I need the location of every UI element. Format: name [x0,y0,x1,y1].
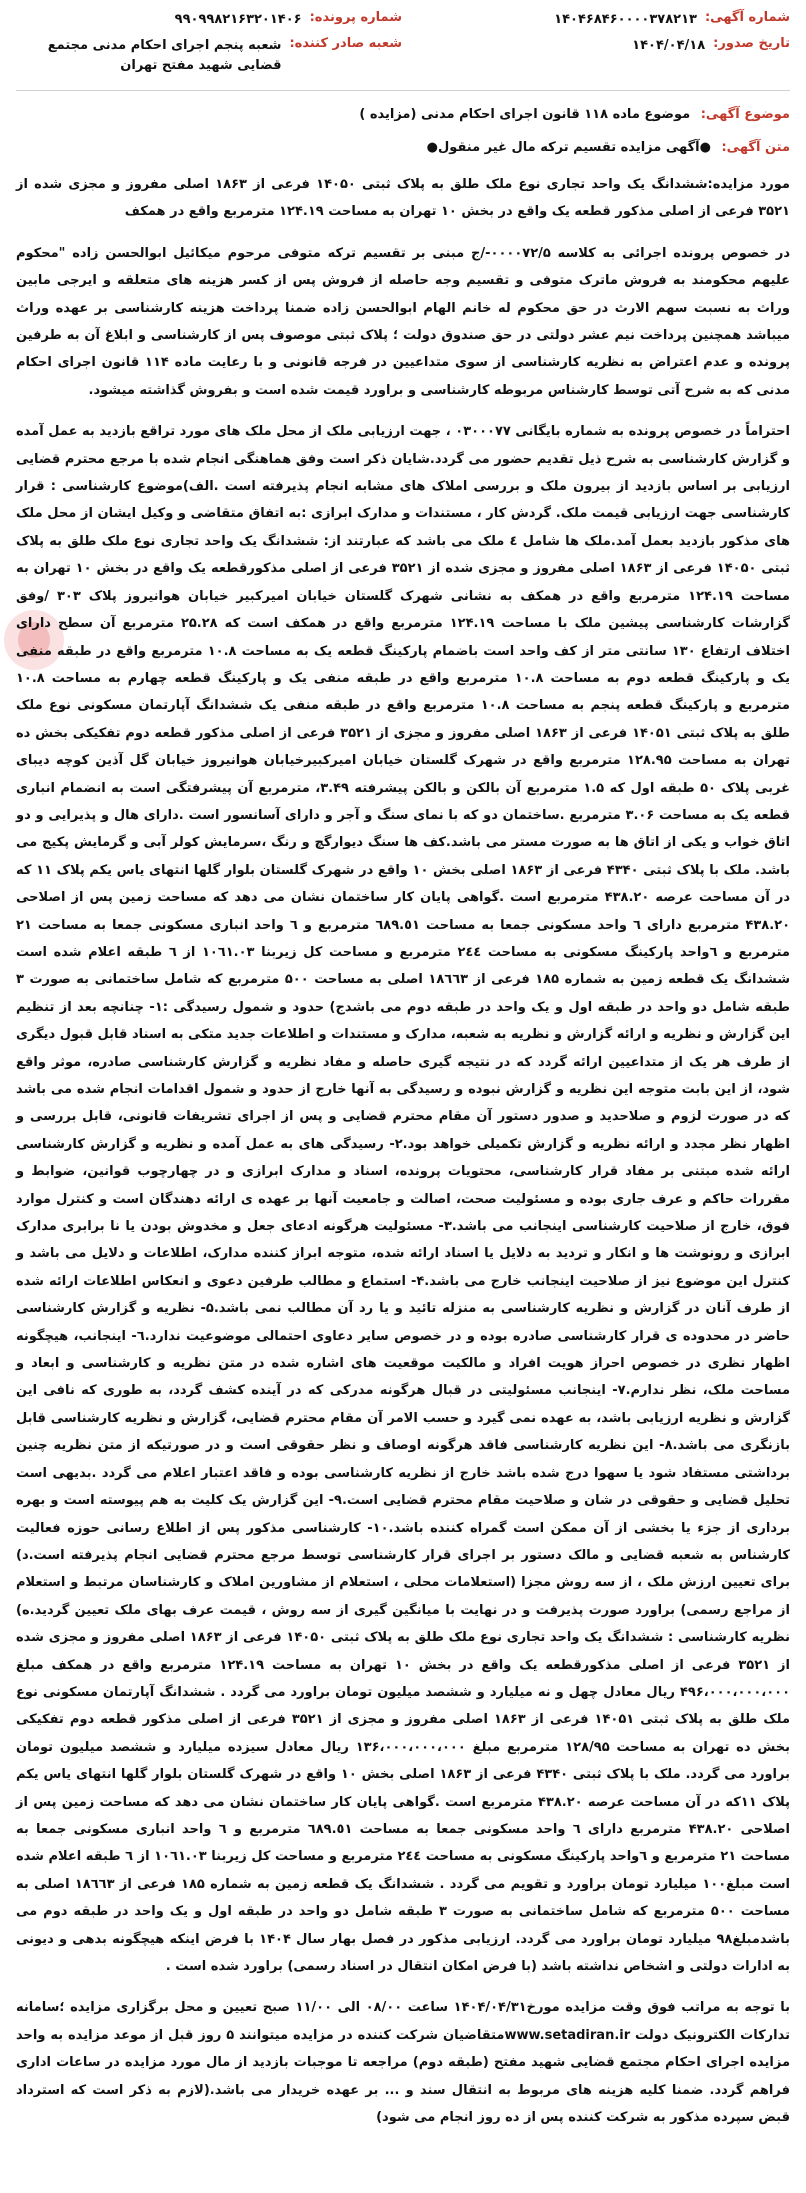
header-divider [16,90,790,91]
issue-date-label: تاریخ صدور: [713,36,790,52]
branch-label: شعبه صادر کننده: [289,36,402,52]
subject-value: موضوع ماده ۱۱۸ قانون اجرای احکام مدنی (مزایده ) [359,107,691,123]
body-title-value: ●آگهی مزایده تقسیم ترکه مال غیر منقول● [426,140,711,156]
body-title-label: متن آگهی: [721,140,790,156]
ad-number-value: ۱۴۰۴۶۸۴۶۰۰۰۰۳۷۸۲۱۳ [554,12,697,27]
auction-schedule-paragraph: با توجه به مراتب فوق وقت مزایده مورخ۱۴۰۴/۰۴/۳۱ ساعت ۰۸/۰۰ الی ۱۱/۰۰ صبح تعیین و محل برگزاری مزایده ؛سامانه تدارکات الکترونیک دولت www.setadiran.irمتقاضیان شرکت کننده در مزایده میتوانند ۵ روز قبل از موعد مزایده به واحد مزایده اجرای احکام مجتمع قضایی شهید مفتح (طبقه دوم) مراجعه تا موجبات بازدید از مال مورد مزایده در ساعات اداری فراهم گردد. ضمنا کلیه هزینه های مربوط به انتقال سند و ... بر عهده خریدار می باشد.(لازم به ذکر است که استرداد قبض سپرده مذکور به شرکت کننده پس از ده روز انجام می شود) [16,2000,791,2126]
auction-item-paragraph: مورد مزایده:ششدانگ یک واحد تجاری نوع ملک طلق به پلاک ثبتی ۱۴۰۵۰ فرعی از ۱۸۶۳ اصلی مفروز و مجزی شده از ۳۵۲۱ فرعی از اصلی مذکور قطعه یک واقع در بخش ۱۰ تهران به مساحت ۱۲۴.۱۹ مترمربع واقع در همکف [16,177,790,220]
subject-line [16,105,790,126]
body-title-line [16,138,790,159]
ad-number-label: شماره آگهی: [704,10,790,25]
branch-value: شعبه پنجم اجرای احکام مدنی مجتمع قضایی شهید مفتح تهران [47,38,282,74]
notice-document [16,10,790,2145]
issue-date-field [402,36,790,76]
ad-number-field [402,10,790,30]
case-number-field [16,10,402,30]
expert-report-paragraph: احتراماً در خصوص پرونده به شماره بایگانی ۰۳۰۰۰۷۷ ، جهت ارزیابی ملک از محل ملک های مورد تراقع بازدید به عمل آمده و گزارش کارشناسی به شرح ذیل تقدیم حضور می گردد.شایان ذکر است وفق هماهنگی انجام شده با مرجع محترم قضایی ارزیابی بر اساس بازدید از بیرون ملک و بررسی املاک های مشابه انجام پذیرفته است .الف)موضوع کارشناسی : قرار کارشناسی جهت ارزیابی قیمت ملک. گردش کار ، مستندات و مدارک ابرازی :به اتفاق متقاضی و وکیل ایشان از محل ملک های مذکور بازدید بعمل آمد.ملک ها شامل ٤ ملک می باشد که عبارتند از: ششدانگ یک واحد تجاری نوع ملک طلق به پلاک ثبتی ۱۴۰۵۰ فرعی از ۱۸۶۳ اصلی مفروز و مجزی شده از ۳۵۲۱ فرعی از اصلی مذکورقطعه یک واقع در بخش ۱۰ تهران به مساحت ۱۲۴.۱۹ مترمربع واقع در همکف به نشانی شهرک گلستان خیابان امیرکبیر خیابان هوانیروز پلاک ۳۰۳ /وفق گزارشات کارشناسی پیشین ملک با مساحت ۱۲۴.۱۹ مترمربع واقع در همکف است که ۲۵.۲۸ مترمربع آن سطح دارای اختلاف ارتفاع ۱۳۰ سانتی متر از کف واحد است باضمام پارکینگ قطعه یک به مساحت ۱۰.۸ مترمربع واقع در طبقه منفی یک و پارکینگ قطعه دوم به مساحت ۱۰.۸ مترمربع واقع در طبقه منفی یک و پارکینگ قطعه چهارم به مساحت ۱۰.۸ مترمربع و پارکینگ قطعه پنجم به مساحت ۱۰.۸ مترمربع واقع در طبقه منفی یک ششدانگ آپارتمان مسکونی نوع ملک طلق به پلاک ثبتی ۱۴۰۵۱ فرعی از ۱۸۶۳ اصلی مفروز و مجزی از ۳۵۲۱ فرعی از اصلی مذکور قطعه دوم تفکیکی بخش ده تهران به مساحت ۱۲۸.۹۵ مترمربع واقع در شهرک گلستان خیابان امیرکبیرخیابان هوانیروز خیابان گل آذین کوچه دیبای غربی پلاک ۵۰ طبقه اول که ۱.۵ مترمربع آن بالکن و بالکن پیشرفته ۳.۴۹، مترمربع آن پیشرفتگی است به انضمام انباری قطعه یک به مساحت ۳.۰۶ مترمربع .ساختمان دو که با نمای سنگ و آجر و دارای آسانسور است .دارای هال و پذیرایی و دو اتاق خواب و یکی از اتاق ها به صورت مستر می باشد.کف ها سنگ دیوارگچ و رنگ ،سرمایش کولر آبی و گرمایش پکیج می باشد. ملک با پلاک ثبتی ۴۳۴۰ فرعی از ۱۸۶۳ اصلی بخش ۱۰ واقع در شهرک گلستان بلوار گلها انتهای یاس یکم پلاک ١١ که در آن مساحت عرصه ۴۳۸.۲۰ مترمربع است .گواهی پایان کار ساختمان نشان می دهد که مساحت زمین پس از اصلاحی ۴۳۸.۲۰ مترمربع دارای ٦ واحد مسکونی جمعا به مساحت ٦٨٩.٥١ مترمربع و ٦ واحد انباری مسکونی جمعا به مساحت ٢١ مترمربع و ٦واحد پارکینگ مسکونی به مساحت ٢٤٤ مترمربع و مساحت کل زیربنا ۱۰٦۱.۰۳ از ٦ طبقه اعلام شده است ششدانگ یک قطعه زمین به شماره ۱۸۵ فرعی از ۱۸٦٦۳ اصلی به مساحت ۵۰۰ مترمربع که شامل ساختمانی به صورت ۳ طبقه شامل دو واحد در طبقه اول و یک واحد در طبقه دوم می باشدج) حدود و شمول رسیدگی :۱- چنانچه بعد از تنظیم این گزارش و نظریه و ارائه گزارش و نظریه به شعبه، مدارک و مستندات و اطلاعات جدید متکی به اسناد قابل قبول دیگری از طرف هر یک از متداعیین ارائه گردد که در نتیجه گیری حاصله و مفاد نظریه و گزارش کارشناسی صادره، موثر واقع شود، از این بابت متوجه این نظریه و گزارش نبوده و رسیدگی به آنها خارج از حدود و شمول اقدامات انجام شده می باشد که در صورت لزوم و صلاحدید و صدور دستور آن مقام محترم قضایی و پس از اجرای تشریفات قانونی، قابل بررسی و اظهار نظر مجدد و ارائه نظریه و گزارش تکمیلی خواهد بود.۲- رسیدگی های به عمل آمده و نظریه و گزارش کارشناسی ارائه شده مبتنی بر مفاد قرار کارشناسی، محتویات پرونده، اسناد و مدارک ابرازی و در چهارچوب قوانین، ضوابط و مقررات حاکم و عرف جاری بوده و مسئولیت صحت، اصالت و جامعیت آنها بر عهده ی ارائه دهندگان است و کنترل موارد فوق، خارج از صلاحیت کارشناسی اینجانب می باشد.۳- مسئولیت هرگونه ادعای جعل و مخدوش بودن یا نا برابری مدارک ابرازی و رونوشت ها و انکار و تردید به دلایل یا اسناد ارائه شده، متوجه ابراز کننده مدارک، اطلاعات و دلایل می باشد و کنترل این موضوع نیز از صلاحیت اینجانب خارج می باشد.۴- استماع و مطالب طرفین دعوی و انعکاس اطلاعات ارائه شده از طرف آنان در گزارش و نظریه کارشناسی به منزله تائید و یا رد آن مطالب نمی باشد.۵- نظریه و گزارش کارشناسی حاضر در محدوده ی قرار کارشناسی صادره بوده و در خصوص سایر دعاوی احتمالی موضوعیت ندارد.٦- اینجانب، هیچگونه اظهار نظری در خصوص احراز هویت افراد و مالکیت موقعیت های اشاره شده در متن نظریه و کارشناسی و ابعاد و مساحت ملک، نظر ندارم.۷- اینجانب مسئولیتی در قبال هرگونه مدرکی که در آینده کشف گردد، به طوری که نافی این گزارش و نظریه ارزیابی باشد، به عهده نمی گیرد و حسب الامر آن مقام محترم قضایی، گزارش و نظریه کارشناسی قابل بازنگری می باشد.۸- این نظریه کارشناسی فاقد هرگونه اوصاف و نظر حقوقی است و در صورتیکه از متن نظریه چنین برداشتی مستفاد شود یا سهوا درج شده باشد خارج از نظریه کارشناسی بوده و فاقد اعتبار اعلام می گردد .بدیهی است تحلیل قضایی و حقوقی در شان و صلاحیت مقام محترم قضایی است.۹- این گزارش یک کلیت به هم پیوسته است و بهره برداری از جزء یا بخشی از آن ممکن است گمراه کننده باشد.۱۰- کارشناسی مذکور پس از اطلاع رسانی حوزه فعالیت کارشناس به شعبه قضایی و مالک دستور بر اجرای قرار کارشناسی توسط مرجع محترم قضایی انجام پذیرفته است.د) برای تعیین ارزش ملک ، از سه روش مجزا (استعلامات محلی ، استعلام از مشاورین املاک و کارشناسان مرتبط و استعلام از مراجع رسمی) براورد صورت پذیرفت و در نهایت با میانگین گیری از سه روش ، قیمت عرف بهای ملک تعیین گردید.ه) نظریه کارشناسی : ششدانگ یک واحد تجاری نوع ملک طلق به پلاک ثبتی ۱۴۰۵۰ فرعی از ۱۸۶۳ اصلی مفروز و مجزی شده از ۳۵۲۱ فرعی از اصلی مذکورقطعه یک واقع در بخش ۱۰ تهران به مساحت ۱۲۴.۱۹ مترمربع واقع در همکف مبلغ ۴۹۶،۰۰۰،۰۰۰،۰۰۰ ریال معادل چهل و نه میلیارد و ششصد میلیون تومان براورد می گردد . ششدانگ آپارتمان مسکونی نوع ملک طلق به پلاک ثبتی ۱۴۰۵۱ فرعی از ۱۸۶۳ اصلی مفروز و مجزی از ۳۵۲۱ فرعی از اصلی مذکور قطعه دوم تفکیکی بخش ده تهران به مساحت ۱۲۸/۹۵ مترمربع مبلغ ۱۳۶،۰۰۰،۰۰۰،۰۰۰ ریال معادل سیزده میلیارد و ششصد میلیون تومان براورد می گردد. ملک با پلاک ثبتی ۴۳۴۰ فرعی از ۱۸۶۳ اصلی بخش ۱۰ واقع در شهرک گلستان بلوار گلها انتهای یاس یکم پلاک ١١که در آن مساحت عرصه ۴۳۸.۲۰ مترمربع است .گواهی پایان کار ساختمان نشان می دهد که مساحت زمین پس از اصلاحی ۴۳۸.۲۰ مترمربع دارای ٦ واحد مسکونی جمعا به مساحت ٦٨٩.٥١ مترمربع و ٦ واحد انباری مسکونی جمعا به مساحت ٢١ مترمربع و ٦واحد پارکینگ مسکونی به مساحت ٢٤٤ مترمربع و مساحت کل زیربنا ۱۰٦۱.۰۳ از ٦ طبقه اعلام شده است مبلغ۱۰۰ میلیارد تومان براورد و تقویم می گردد . ششدانگ یک قطعه زمین به شماره ۱۸۵ فرعی از ۱۸٦٦۳ اصلی به مساحت ۵۰۰ مترمربع که شامل ساختمانی به صورت ۳ طبقه شامل دو واحد در طبقه اول و یک واحد در طبقه دوم می باشدمبلغ۹۸ میلیارد تومان براورد می گردد. ارزیابی مذکور در فصل بهار سال ۱۴۰۴ با فرض اینکه هیچگونه بدهی و دیونی به ادارات دولتی و اشخاص نداشته باشد (با فرض امکان انتقال در اسناد رسمی) براورد شده است . [16,424,791,1975]
subject-label: موضوع آگهی: [700,107,790,123]
case-background-paragraph: در خصوص پرونده اجرائی به کلاسه ۰۰۰۰۷۲/۵-/ج مبنی بر تقسیم ترکه متوفی مرحوم میکائیل ابوالحسن زاده "محکوم علیهم محکومند به فروش ماترک متوفی و تقسیم وجه حاصله از فروش پس از کسر هزینه های متعلقه و ایرجی مابین وراث به نسبت سهم الارث در حق محکوم له خانم الهام ابوالحسن زاده ضمنا پرداخت هزینه کارشناسی بر عهده وراث میباشد همچنین پرداخت نیم عشر دولتی در حق صندوق دولت ؛ پلاک ثبتی موصوف پس از کارشناسی و ابلاغ آن به طرفین پرونده و عدم اعتراض به نظریه کارشناسی از سوی متداعیین در فرجه قانونی و با رعایت ماده ۱۱۴ قانون اجرای احکام مدنی که به شرح آتی توسط کارشناس مربوطه کارشناسی و براورد قیمت شده است و بفروش گذاشته میشود. [16,245,791,398]
branch-field [16,36,402,76]
issue-date-value: ۱۴۰۴/۰۴/۱۸ [632,38,706,54]
case-number-value: ۹۹۰۹۹۸۲۱۶۳۲۰۱۴۰۶ [174,12,302,27]
notice-header [16,10,790,76]
case-number-label: شماره پرونده: [309,10,402,25]
